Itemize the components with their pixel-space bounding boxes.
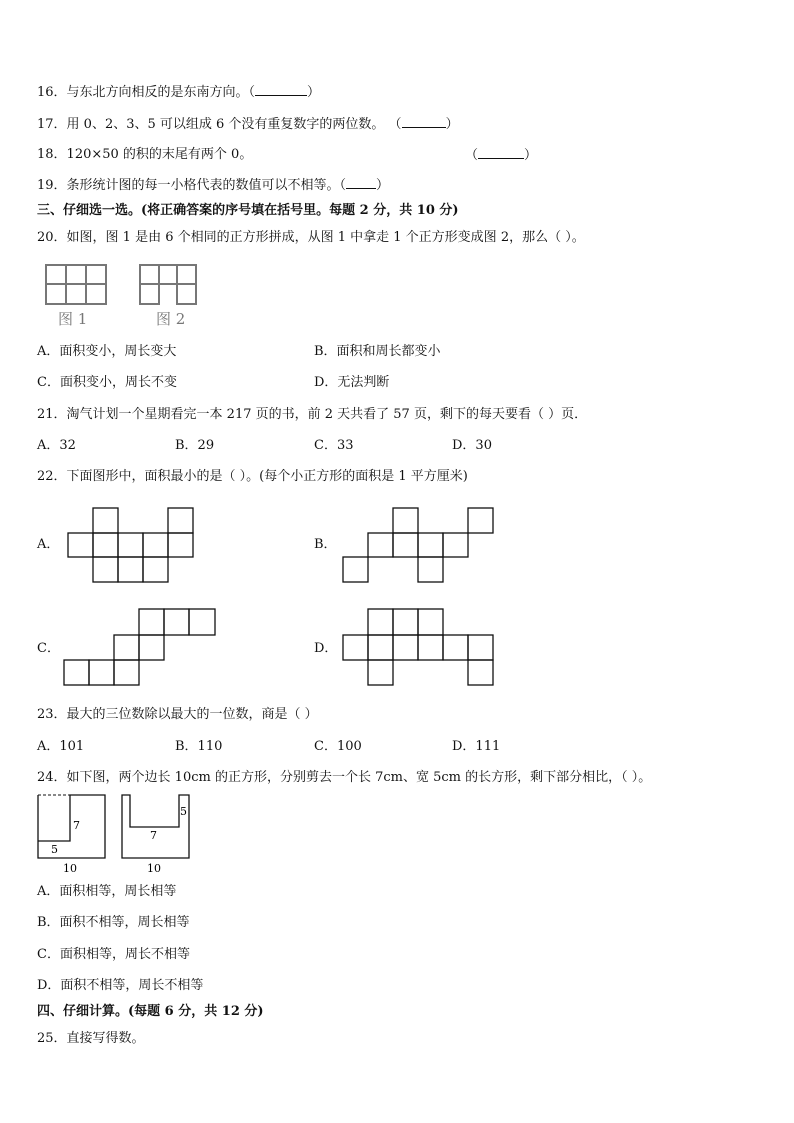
- q21-option-a[interactable]: A．32: [37, 438, 76, 453]
- q23-option-d[interactable]: D．111: [452, 739, 501, 754]
- question-25-stem: 25．直接写得数。: [37, 1031, 145, 1046]
- q20-option-a[interactable]: A．面积变小，周长变大: [37, 344, 177, 359]
- q24-option-c[interactable]: C．面积相等，周长不相等: [37, 947, 190, 962]
- question-17: [37, 115, 459, 134]
- q23-option-b[interactable]: B．110: [175, 739, 223, 754]
- q24-figure-1: [38, 795, 105, 875]
- question-16: [37, 83, 320, 102]
- q22-shape-d: [342, 608, 496, 686]
- question-17-text: 17．用 0、2、3、5 可以组成 6 个没有重复数字的两位数。 （: [37, 117, 402, 132]
- question-16-text: 16．与东北方向相反的是东南方向。（: [37, 85, 256, 100]
- q24-option-a[interactable]: A．面积相等，周长相等: [37, 884, 177, 899]
- q21-option-b[interactable]: B．29: [175, 438, 215, 453]
- q24-fig2-base-label: 10: [147, 862, 161, 875]
- q24-fig1-width-label: 5: [51, 843, 58, 856]
- q20-option-d[interactable]: D．无法判断: [314, 375, 390, 390]
- section-4-title: 四、仔细计算。(每题 6 分，共 12 分): [37, 1004, 264, 1019]
- q24-option-d[interactable]: D．面积不相等，周长不相等: [37, 978, 204, 993]
- q21-option-c[interactable]: C．33: [314, 438, 354, 453]
- question-24-figures: [37, 793, 197, 875]
- question-18-text: 18．120×50 的积的末尾有两个 0。: [37, 147, 253, 162]
- figure-2-grid: [140, 265, 196, 304]
- q22-shape-c: [63, 608, 218, 686]
- question-18-answer: [465, 146, 537, 165]
- q24-fig1-height-label: 7: [73, 819, 80, 832]
- q22-option-a-label[interactable]: A．: [37, 537, 60, 552]
- q24-fig2-height-label: 5: [180, 805, 187, 818]
- q20-option-b[interactable]: B．面积和周长都变小: [314, 344, 441, 359]
- q22-shape-a: [67, 507, 195, 583]
- question-21-stem: 21．淘气计划一个星期看完一本 217 页的书，前 2 天共看了 57 页，剩下的每天要看（ ）页．: [37, 407, 588, 422]
- figure-2-label: 图 2: [156, 310, 186, 328]
- q23-option-c[interactable]: C．100: [314, 739, 362, 754]
- question-20-stem: 20．如图，图 1 是由 6 个相同的正方形拼成，从图 1 中拿走 1 个正方形变成图 2，那么（ ）。: [37, 230, 585, 245]
- q22-shape-b: [342, 507, 494, 583]
- question-23-stem: 23．最大的三位数除以最大的一位数，商是（ ）: [37, 707, 318, 722]
- answer-blank[interactable]: [255, 83, 307, 96]
- q24-figure-2: [122, 795, 189, 875]
- paren-close: ）: [307, 85, 321, 100]
- question-19-text: 19．条形统计图的每一小格代表的数值可以不相等。（: [37, 178, 347, 193]
- q22-option-b-label[interactable]: B．: [314, 537, 337, 552]
- question-19: [37, 176, 389, 195]
- q24-fig2-width-label: 7: [150, 829, 157, 842]
- paren-open: （: [465, 148, 479, 163]
- figure-1-label: 图 1: [58, 310, 88, 328]
- figure-1-grid: [46, 265, 106, 304]
- paren-close: ）: [524, 148, 538, 163]
- section-3-title: 三、仔细选一选。(将正确答案的序号填在括号里。每题 2 分，共 10 分): [37, 203, 459, 218]
- answer-blank[interactable]: [478, 146, 524, 159]
- question-24-stem: 24．如下图，两个边长 10cm 的正方形，分别剪去一个长 7cm、宽 5cm 的长方形，剩下部分相比，（ ）。: [37, 770, 652, 785]
- q24-fig1-base-label: 10: [63, 862, 77, 875]
- question-18: [37, 146, 537, 164]
- q20-option-c[interactable]: C．面积变小，周长不变: [37, 375, 177, 390]
- paren-close: ）: [445, 117, 459, 132]
- q22-option-d-label[interactable]: D．: [314, 641, 338, 656]
- paren-close: ）: [376, 178, 390, 193]
- answer-blank[interactable]: [402, 115, 446, 128]
- question-22-stem: 22．下面图形中，面积最小的是（ ）。(每个小正方形的面积是 1 平方厘米): [37, 469, 468, 484]
- q23-option-a[interactable]: A．101: [37, 739, 85, 754]
- q24-option-b[interactable]: B．面积不相等，周长相等: [37, 915, 190, 930]
- answer-blank[interactable]: [346, 176, 376, 189]
- question-20-figures: [44, 263, 214, 331]
- q21-option-d[interactable]: D．30: [452, 438, 492, 453]
- q22-option-c-label[interactable]: C．: [37, 641, 60, 656]
